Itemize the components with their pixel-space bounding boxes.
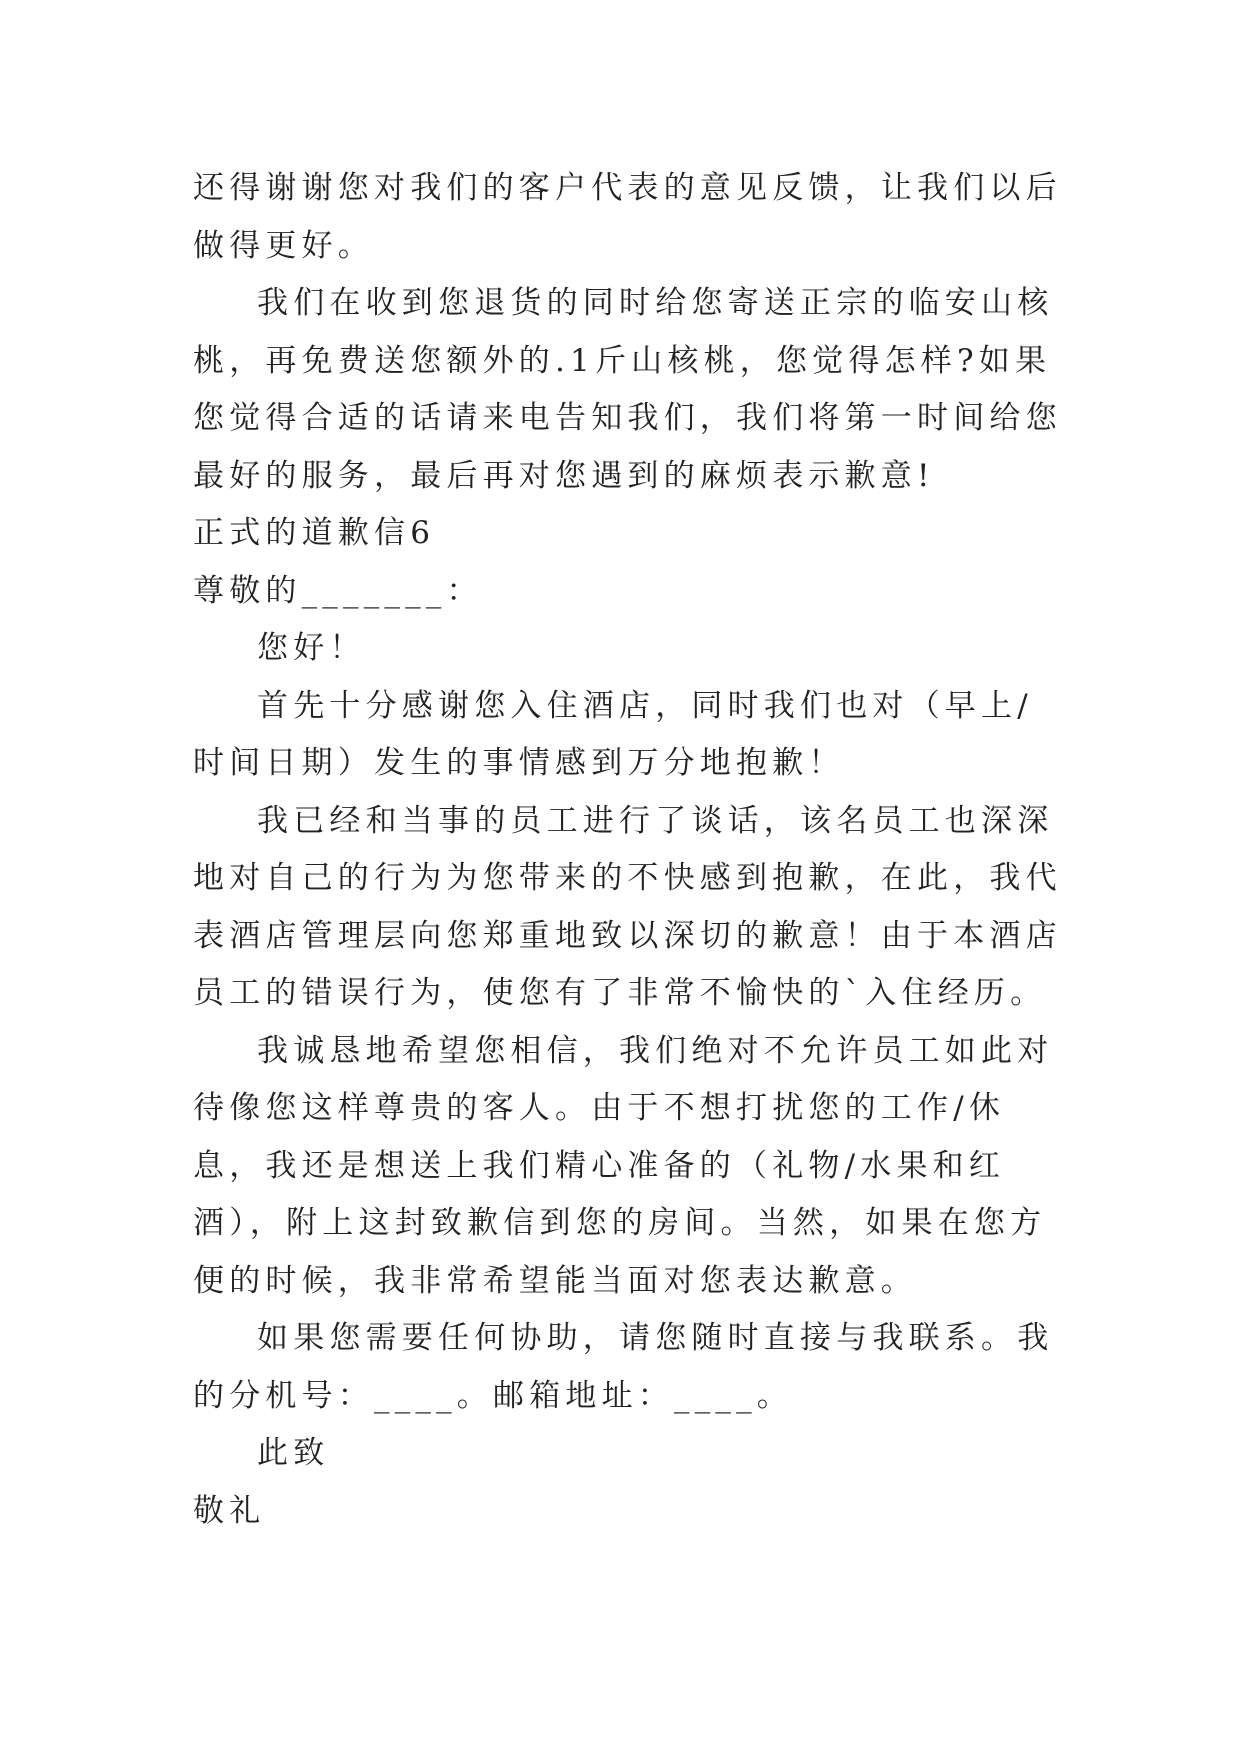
greeting: 您好！ <box>257 630 366 666</box>
paragraph-staff-talk: 我已经和当事的员工进行了谈话，该名员工也深深地对自己的行为为您带来的不快感到抱歉，在此，我代表酒店管理层向您郑重地致以深切的歉意！由于本酒店员工的错误行为，使您有了非常不愉快的`入住经历。 <box>193 802 1062 1011</box>
salutation: 尊敬的_______： <box>193 572 483 609</box>
paragraph-feedback-thanks: 还得谢谢您对我们的客户代表的意见反馈，让我们以后做得更好。 <box>193 170 1062 264</box>
section-heading: 正式的道歉信6 <box>193 515 436 551</box>
closing-line-1: 此致 <box>257 1435 330 1471</box>
paragraph-walnut-offer: 我们在收到您退货的同时给您寄送正宗的临安山核桃，再免费送您额外的.1斤山核桃，您觉得怎样?如果您觉得合适的话请来电告知我们，我们将第一时间给您最好的服务，最后再对您遇到的麻烦表示歉意! <box>193 285 1062 494</box>
paragraph-contact: 如果您需要任何协助，请您随时直接与我联系。我的分机号：____。邮箱地址：____。 <box>193 1320 1054 1414</box>
paragraph-thanks-apology: 首先十分感谢您入住酒店，同时我们也对（早上/时间日期）发生的事情感到万分地抱歉！ <box>193 687 1033 781</box>
letter-body <box>193 160 1063 1540</box>
paragraph-gift: 我诚恳地希望您相信，我们绝对不允许员工如此对待像您这样尊贵的客人。由于不想打扰您的工作/休息，我还是想送上我们精心准备的（礼物/水果和红酒），附上这封致歉信到您的房间。当然，如果在您方便的时候，我非常希望能当面对您表达歉意。 <box>193 1032 1054 1299</box>
closing-line-2: 敬礼 <box>193 1492 266 1529</box>
